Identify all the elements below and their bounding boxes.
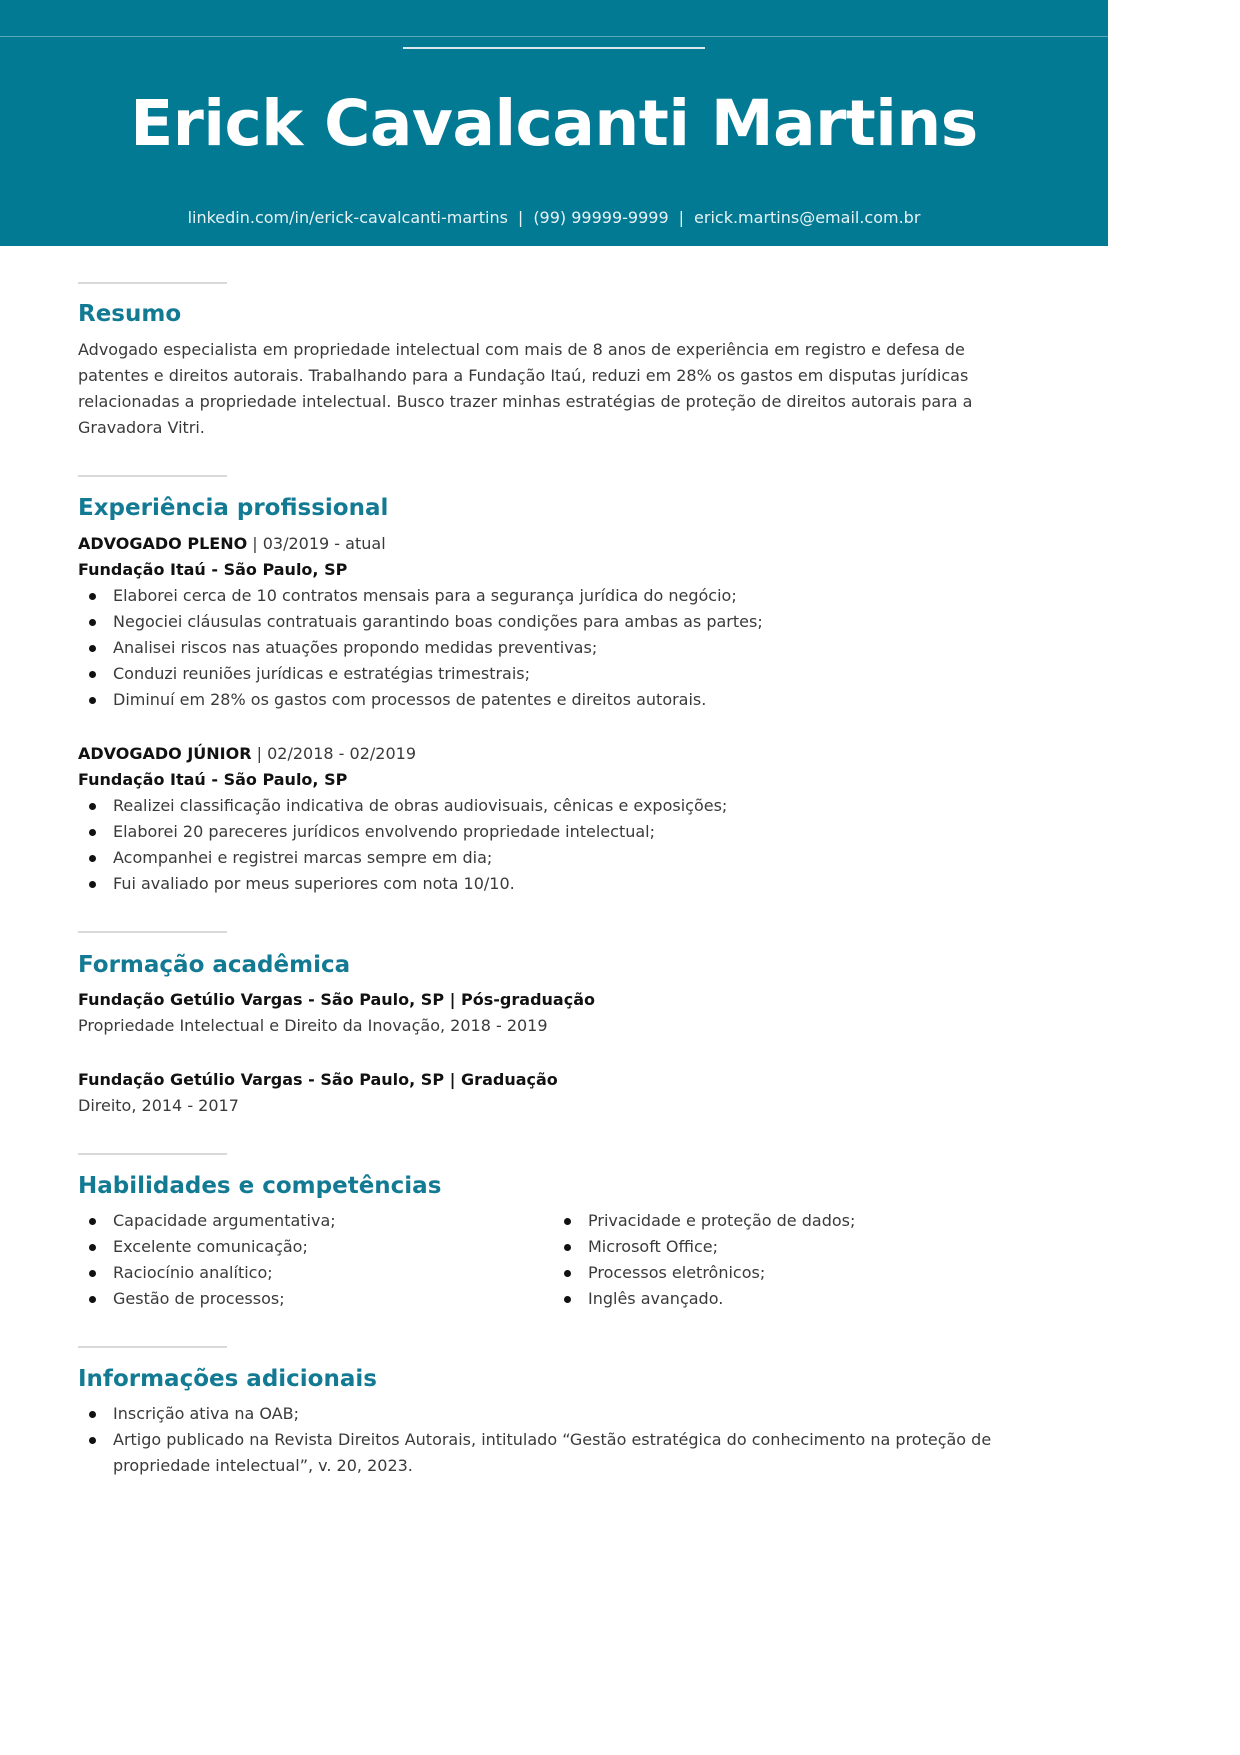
- job-title-line: [78, 531, 386, 557]
- job-company: Fundação Itaú - São Paulo, SP: [78, 560, 348, 579]
- list-item: Artigo publicado na Revista Direitos Autorais, intitulado “Gestão estratégica do conhecimento na proteção de propriedade intelectual”, v. 20, 2023.: [78, 1427, 1028, 1479]
- list-item: Gestão de processos;: [78, 1286, 336, 1312]
- list-item: Privacidade e proteção de dados;: [553, 1208, 855, 1234]
- job-title-line: [78, 741, 416, 767]
- phone-number: (99) 99999-9999: [533, 208, 669, 227]
- header-top-divider: [0, 36, 1108, 37]
- education-detail: Direito, 2014 - 2017: [78, 1096, 239, 1115]
- contact-line: [0, 206, 1108, 230]
- header-banner: [0, 0, 1108, 246]
- list-item: Diminuí em 28% os gastos com processos de patentes e direitos autorais.: [78, 687, 763, 713]
- section-title-education: Formação acadêmica: [78, 952, 351, 978]
- list-item: Conduzi reuniões jurídicas e estratégias trimestrais;: [78, 661, 763, 687]
- list-item: Microsoft Office;: [553, 1234, 855, 1260]
- list-item: Inscrição ativa na OAB;: [78, 1401, 1028, 1427]
- additional-list: [78, 1401, 1028, 1479]
- section-title-skills: Habilidades e competências: [78, 1173, 442, 1199]
- section-divider: [78, 1153, 227, 1155]
- list-item: Analisei riscos nas atuações propondo medidas preventivas;: [78, 635, 763, 661]
- job-role: ADVOGADO PLENO: [78, 534, 248, 553]
- list-item: Inglês avançado.: [553, 1286, 855, 1312]
- header-rule: [403, 47, 705, 49]
- education-institution: Fundação Getúlio Vargas - São Paulo, SP | Graduação: [78, 1070, 558, 1089]
- list-item: Elaborei 20 pareceres jurídicos envolvendo propriedade intelectual;: [78, 819, 727, 845]
- job-role: ADVOGADO JÚNIOR: [78, 744, 252, 763]
- list-item: Processos eletrônicos;: [553, 1260, 855, 1286]
- job-period: | 02/2018 - 02/2019: [251, 744, 416, 763]
- list-item: Capacidade argumentativa;: [78, 1208, 336, 1234]
- candidate-name: Erick Cavalcanti Martins: [130, 87, 978, 160]
- section-title-experience: Experiência profissional: [78, 495, 389, 521]
- list-item: Fui avaliado por meus superiores com nota 10/10.: [78, 871, 727, 897]
- linkedin-link[interactable]: linkedin.com/in/erick-cavalcanti-martins: [187, 208, 508, 227]
- section-divider: [78, 1346, 227, 1348]
- list-item: Raciocínio analítico;: [78, 1260, 336, 1286]
- job-bullets: [78, 583, 763, 713]
- job-bullets: [78, 793, 727, 897]
- section-divider: [78, 931, 227, 933]
- list-item: Acompanhei e registrei marcas sempre em dia;: [78, 845, 727, 871]
- list-item: Negociei cláusulas contratuais garantindo boas condições para ambas as partes;: [78, 609, 763, 635]
- section-divider: [78, 282, 227, 284]
- summary-text: Advogado especialista em propriedade intelectual com mais de 8 anos de experiência em registro e defesa de patentes e direitos autorais. Trabalhando para a Fundação Itaú, reduzi em 28% os gastos em disputas jurídicas relacionadas a propriedade intelectual. Busco trazer minhas estratégias de proteção de direitos autorais para a Gravadora Vitri.: [78, 340, 973, 437]
- list-item: Elaborei cerca de 10 contratos mensais para a segurança jurídica do negócio;: [78, 583, 763, 609]
- job-period: | 03/2019 - atual: [247, 534, 386, 553]
- skills-list-left: [78, 1208, 336, 1312]
- section-divider: [78, 475, 227, 477]
- contact-separator: |: [517, 208, 524, 227]
- list-item: Realizei classificação indicativa de obras audiovisuais, cênicas e exposições;: [78, 793, 727, 819]
- job-company: Fundação Itaú - São Paulo, SP: [78, 770, 348, 789]
- email-link[interactable]: erick.martins@email.com.br: [694, 208, 921, 227]
- education-institution: Fundação Getúlio Vargas - São Paulo, SP | Pós-graduação: [78, 990, 595, 1009]
- skills-list-right: [553, 1208, 855, 1312]
- education-detail: Propriedade Intelectual e Direito da Inovação, 2018 - 2019: [78, 1016, 548, 1035]
- section-title-additional: Informações adicionais: [78, 1366, 377, 1392]
- section-title-summary: Resumo: [78, 301, 182, 327]
- contact-separator: |: [678, 208, 685, 227]
- list-item: Excelente comunicação;: [78, 1234, 336, 1260]
